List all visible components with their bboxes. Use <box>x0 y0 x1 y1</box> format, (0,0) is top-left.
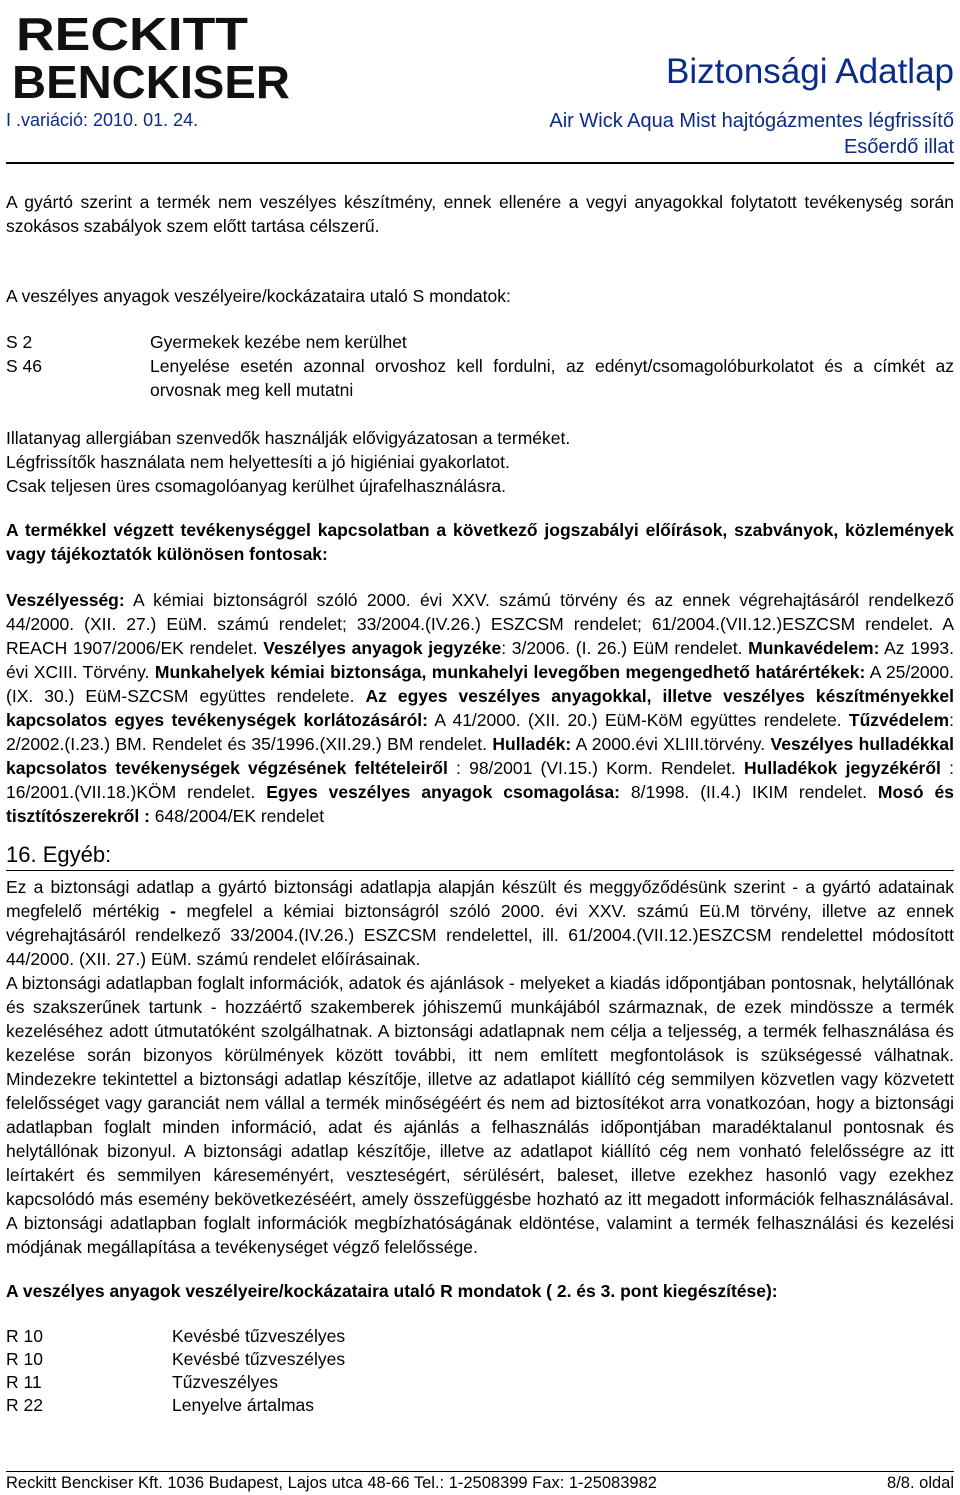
s16-text: Ez a biztonsági adatlap a gyártó biztonsági adatlapja alapján készült és meggyőződésünk szerint - a gyártó adatainak megfelelő mértékig <box>6 877 954 921</box>
logo-line-2: BENCKISER <box>12 56 290 104</box>
note-line: Csak teljesen üres csomagolóanyag kerülhet újrafelhasználásra. <box>6 476 506 496</box>
reg-label: Munkahelyek kémiai biztonsága, munkahelyi levegőben megengedhető határértékek: <box>154 662 866 682</box>
r-phrase-text: Kevésbé tűzveszélyes <box>172 1326 346 1346</box>
r-phrase-text: Tűzveszélyes <box>172 1372 279 1392</box>
reg-label: Veszélyes hulladékkal kapcsolatos tevékenységek végzésének feltételeiről <box>6 734 954 778</box>
s-phrase-code: S 2 <box>6 332 33 352</box>
intro-paragraph: A gyártó szerint a termék nem veszélyes készítmény, ennek ellenére a vegyi anyagokkal folytatott tevékenység során szokásos szabályok szem előtt tartása célszerű. <box>6 192 954 236</box>
product-variant: Esőerdő illat <box>843 136 954 158</box>
content <box>6 190 954 1417</box>
reg-text: : 2/2002.(I.23.) BM. Rendelet és 35/1996.(XII.29.) BM rendelet. <box>6 710 954 754</box>
r-phrases-table <box>6 1325 954 1417</box>
reg-label: Tűzvédelem <box>848 710 950 730</box>
reg-text: : 98/2001 (VI.15.) Korm. Rendelet. <box>447 758 745 778</box>
reckitt-benckiser-logo <box>12 8 294 104</box>
reg-text: A 2000.évi XLIII.törvény. <box>571 734 771 754</box>
reg-label: Veszélyesség: <box>6 590 125 610</box>
s-phrase-text: Lenyelése esetén azonnal orvoshoz kell fordulni, az edényt/csomagolóburkolatot és a címkét az orvosnak meg kell mutatni <box>150 356 954 400</box>
page <box>6 0 955 1492</box>
section-16-paragraph-2: A biztonsági adatlapban foglalt információk, adatok és ajánlások - melyeket a kiadás időpontjában pontosnak, helytállónak és szakszerűnek tartunk - hozzáértő szakemberek jóhiszemű munkájából származnak, de ezek mindössze a termék kezeléséhez adott útmutatóként szolgálhatnak. A biztonsági adatlapnak nem célja a teljesség, a termék felhasználása és kezelése során bizonyos körülmények között további, itt nem említett megfontolások is szükségessé válhatnak. Mindezekre tekintettel a biztonsági adatlap készítője, illetve az adatlapot kiállító cég semmilyen közvetlen vagy közvetett felelősséget vagy garanciát nem vállal a termék minőségéért és nem ad biztosítékot arra vonatkozóan, hogy a biztonsági adatlapban foglalt minden információ, adat és ajánlás a felhasználás időpontjában maradéktalanul pontosnak és helytállónak bizonyul. A biztonsági adatlap készítője, illetve az adatlapot kiállító cég nem vonható felelősségre az itt leírtakért és semmilyen káreseményért, veszteségért, sérülésért, baleset, illetve ezekhez hasonló vagy ezekhez kapcsolódó más esemény bekövetkezéséért, amely összefüggésbe hozható az itt megadott információk felhasználásával. A biztonsági adatlapban foglalt információk megbízhatóságának eldöntése, valamint a termék felhasználási és kezelési módjának megállapítása a tevékenységet végző felelőssége. <box>6 973 954 1257</box>
footer-address: Reckitt Benckiser Kft. 1036 Budapest, Lajos utca 48-66 Tel.: 1-2508399 Fax: 1-25083982 <box>6 1474 657 1492</box>
s-phrase-text: Gyermekek kezébe nem kerülhet <box>150 332 407 352</box>
product-name: Air Wick Aqua Mist hajtógázmentes légfrissítő <box>549 110 954 132</box>
reg-text: : 16/2001.(VII.18.)KÖM rendelet. <box>6 758 954 802</box>
logo-line-1: RECKITT <box>16 8 248 60</box>
footer <box>6 1471 954 1492</box>
s16-text: megfelel a kémiai biztonságról szóló 2000. évi XXV. számú Eü.M törvény, illetve az ennek végrehajtásáról rendelkező 33/2004.(IV.26.) ESZCSM rendelettel, ill. 61/2004.(VII.12.)ESZCSM rendelettel módosított 44/2000. (XII. 27.) EüM. számú rendelet előírásainak. <box>6 901 954 969</box>
s-phrase-code: S 46 <box>6 356 42 376</box>
note-line: Illatanyag allergiában szenvedők használják elővigyázatosan a terméket. <box>6 428 571 448</box>
reg-label: Mosó és tisztítószerekről : <box>6 782 954 826</box>
section-16-paragraph-1 <box>6 875 954 971</box>
reg-label: Hulladék: <box>492 734 572 754</box>
r-phrase-code: R 22 <box>6 1395 43 1415</box>
reg-label: Egyes veszélyes anyagok csomagolása: <box>266 782 620 802</box>
version-label: I .variáció: 2010. 01. 24. <box>6 110 199 130</box>
page-number: 8/8. oldal <box>887 1474 954 1492</box>
section-16-heading: 16. Egyéb: <box>6 840 954 871</box>
header-rule <box>6 162 954 164</box>
r-phrase-text: Lenyelve ártalmas <box>172 1395 315 1415</box>
reg-label: Munkavédelem: <box>748 638 880 658</box>
s16-dash: - <box>170 901 176 921</box>
r-phrase-code: R 10 <box>6 1326 43 1346</box>
r-phrases-heading: A veszélyes anyagok veszélyeire/kockázataira utaló R mondatok ( 2. és 3. pont kiegészítése): <box>6 1281 778 1301</box>
s-phrases-table <box>6 330 954 402</box>
reg-text: Az 1993. évi XCIII. Törvény. <box>6 638 954 682</box>
reg-text: 648/2004/EK rendelet <box>149 806 325 826</box>
header <box>6 0 954 160</box>
reg-text: : 3/2006. (I. 26.) EüM rendelet. <box>501 638 749 658</box>
notes <box>6 426 954 498</box>
r-phrase-code: R 10 <box>6 1349 43 1369</box>
regulations-paragraph <box>6 588 954 828</box>
reg-label: Hulladékok jegyzékéről <box>744 758 941 778</box>
regulations-heading: A termékkel végzett tevékenységgel kapcsolatban a következő jogszabályi előírások, szabványok, közlemények vagy tájékoztatók különösen fontosak: <box>6 520 954 564</box>
document-title: Biztonsági Adatlap <box>666 52 954 91</box>
r-phrase-code: R 11 <box>6 1372 42 1392</box>
reg-label: Az egyes veszélyes anyagokkal, illetve veszélyes készítményekkel kapcsolatos egyes tevékenységek korlátozásáról: <box>6 686 955 730</box>
reg-label: Veszélyes anyagok jegyzéke <box>263 638 502 658</box>
s-phrases-heading: A veszélyes anyagok veszélyeire/kockázataira utaló S mondatok: <box>6 286 511 306</box>
reg-text: A 25/2000. (IX. 30.) EüM-SZCSM együttes rendelete. <box>6 662 954 706</box>
note-line: Légfrissítők használata nem helyettesíti a jó higiéniai gyakorlatot. <box>6 452 510 472</box>
reg-text: A kémiai biztonságról szóló 2000. évi XXV. számú törvény és az ennek végrehajtásáról rendelkező 44/2000. (XII. 27.) EüM. számú rendelet; 33/2004.(IV.26.) ESZCSM rendelet; 61/2004.(VII.12.)ESZCSM rendelet. A REACH 1907/2006/EK rendelet. <box>6 590 954 658</box>
reg-text: 8/1998. (II.4.) IKIM rendelet. <box>619 782 878 802</box>
r-phrase-text: Kevésbé tűzveszélyes <box>172 1349 346 1369</box>
reg-text: A 41/2000. (XII. 20.) EüM-KöM együttes rendelete. <box>427 710 849 730</box>
